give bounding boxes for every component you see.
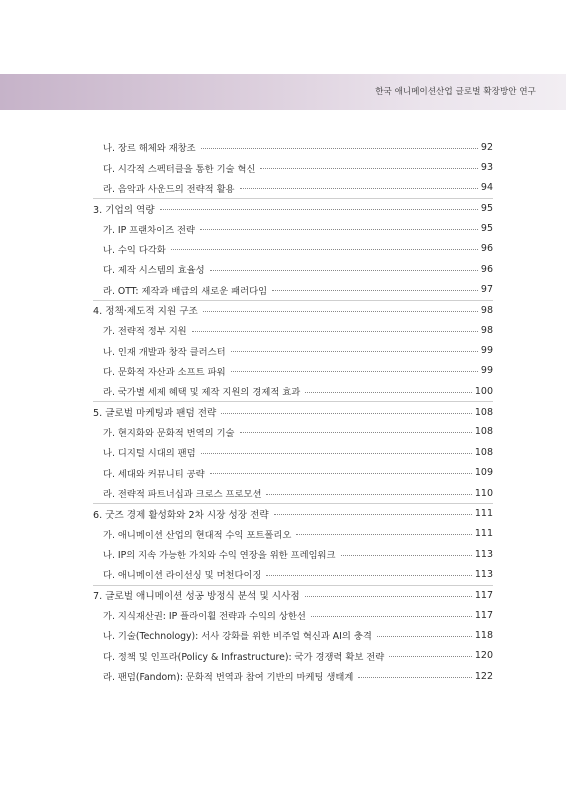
toc-entry-label: 라. OTT: 제작과 배급의 새로운 패러다임 xyxy=(103,285,268,297)
toc-dot-leader xyxy=(210,270,478,271)
toc-dot-leader xyxy=(274,514,472,515)
toc-page-number: 117 xyxy=(474,609,493,621)
toc-dot-leader xyxy=(171,249,478,250)
toc-dot-leader xyxy=(240,432,472,433)
toc-dot-leader xyxy=(203,311,478,312)
toc-page-number: 94 xyxy=(480,182,493,194)
toc-subsection-entry[interactable] xyxy=(93,218,493,238)
toc-subsection-entry[interactable] xyxy=(93,137,493,157)
toc-entry-label: 다. 제작 시스템의 효율성 xyxy=(103,265,205,277)
toc-dot-leader xyxy=(272,290,478,291)
toc-entry-label: 라. 국가별 세제 혜택 및 제작 지원의 경제적 효과 xyxy=(103,387,301,399)
toc-entry-label: 5. 글로벌 마케팅과 팬덤 전략 xyxy=(93,408,217,420)
toc-dot-leader xyxy=(201,148,478,149)
toc-page-number: 109 xyxy=(474,467,493,479)
toc-page-number: 92 xyxy=(480,141,493,153)
toc-dot-leader xyxy=(221,413,472,414)
toc-page-number: 110 xyxy=(474,487,493,499)
toc-dot-leader xyxy=(160,209,478,210)
toc-page-number: 99 xyxy=(480,345,493,357)
toc-entry-label: 나. 디지털 시대의 팬덤 xyxy=(103,448,196,460)
toc-dot-leader xyxy=(192,331,478,332)
toc-dot-leader xyxy=(296,534,471,535)
toc-page-number: 111 xyxy=(474,528,493,540)
toc-page-number: 111 xyxy=(474,508,493,520)
toc-page-number: 113 xyxy=(474,568,493,580)
toc-entry-label: 라. 팬덤(Fandom): 문화적 번역과 참여 기반의 마케팅 생태계 xyxy=(103,672,354,684)
toc-subsection-entry[interactable] xyxy=(93,381,493,401)
toc-entry-label: 라. 전략적 파트너십과 크로스 프로모션 xyxy=(103,489,262,501)
toc-entry-label: 가. 지식재산권: IP 플라이휠 전략과 수익의 상한선 xyxy=(103,611,306,623)
toc-subsection-entry[interactable] xyxy=(93,361,493,381)
toc-dot-leader xyxy=(377,636,472,637)
toc-dot-leader xyxy=(200,229,478,230)
running-header-title: 한국 애니메이션산업 글로벌 확장방안 연구 xyxy=(375,87,536,97)
toc-entry-label: 나. 기술(Technology): 서사 강화를 위한 비주얼 혁신과 AI의 충격 xyxy=(103,631,372,643)
toc-entry-label: 나. IP의 지속 가능한 가치와 수익 연장을 위한 프레임워크 xyxy=(103,550,336,562)
toc-entry-label: 라. 음악과 사운드의 전략적 활용 xyxy=(103,183,235,195)
toc-entry-label: 6. 굿즈 경제 활성화와 2차 시장 성장 전략 xyxy=(93,509,269,521)
toc-dot-leader xyxy=(260,168,477,169)
toc-page-number: 122 xyxy=(474,670,493,682)
toc-entry-label: 다. 시각적 스펙터클을 통한 기술 혁신 xyxy=(103,163,256,175)
toc-page-number: 95 xyxy=(480,223,493,235)
toc-subsection-entry[interactable] xyxy=(93,483,493,503)
toc-dot-leader xyxy=(231,371,478,372)
toc-dot-leader xyxy=(240,188,478,189)
toc-subsection-entry[interactable] xyxy=(93,239,493,259)
toc-subsection-entry[interactable] xyxy=(93,544,493,564)
toc-entry-label: 다. 문화적 자산과 소프트 파워 xyxy=(103,366,226,378)
toc-page-number: 98 xyxy=(480,324,493,336)
toc-dot-leader xyxy=(201,453,472,454)
toc-dot-leader xyxy=(305,392,472,393)
toc-page-number: 108 xyxy=(474,406,493,418)
toc-page-number: 108 xyxy=(474,426,493,438)
toc-page-number: 100 xyxy=(474,385,493,397)
toc-dot-leader xyxy=(266,494,471,495)
toc-entry-label: 가. 전략적 정부 지원 xyxy=(103,326,187,338)
toc-page-number: 98 xyxy=(480,304,493,316)
toc-subsection-entry[interactable] xyxy=(93,157,493,177)
toc-subsection-entry[interactable] xyxy=(93,259,493,279)
toc-entry-label: 나. 장르 해체와 재창조 xyxy=(103,143,196,155)
toc-entry-label: 나. 수익 다각화 xyxy=(103,244,166,256)
toc-dot-leader xyxy=(210,473,472,474)
toc-page-number: 95 xyxy=(480,203,493,215)
toc-entry-label: 3. 기업의 역량 xyxy=(93,204,155,216)
toc-entry-label: 가. IP 프랜차이즈 전략 xyxy=(103,224,196,236)
toc-entry-label: 다. 정책 및 인프라(Policy & Infrastructure): 국가 경쟁력 확보 전략 xyxy=(103,651,385,663)
toc-page-number: 118 xyxy=(474,629,493,641)
toc-dot-leader xyxy=(266,575,471,576)
toc-page-number: 113 xyxy=(474,548,493,560)
toc-page-number: 99 xyxy=(480,365,493,377)
toc-subsection-entry[interactable] xyxy=(93,422,493,442)
toc-section-entry[interactable] xyxy=(93,585,493,605)
toc-page-number: 108 xyxy=(474,446,493,458)
toc-subsection-entry[interactable] xyxy=(93,666,493,686)
toc-subsection-entry[interactable] xyxy=(93,442,493,462)
toc-entry-label: 가. 현지화와 문화적 번역의 기술 xyxy=(103,427,235,439)
running-header-band xyxy=(0,74,566,110)
toc-entry-label: 가. 애니메이션 산업의 현대적 수익 포트폴리오 xyxy=(103,529,292,541)
toc-entry-label: 다. 애니메이션 라이선싱 및 머천다이징 xyxy=(103,570,262,582)
toc-subsection-entry[interactable] xyxy=(93,340,493,360)
toc-subsection-entry[interactable] xyxy=(93,178,493,198)
toc-page-number: 93 xyxy=(480,162,493,174)
toc-dot-leader xyxy=(311,616,472,617)
toc-subsection-entry[interactable] xyxy=(93,605,493,625)
toc-dot-leader xyxy=(358,677,471,678)
toc-subsection-entry[interactable] xyxy=(93,524,493,544)
toc-dot-leader xyxy=(231,351,478,352)
toc-dot-leader xyxy=(389,656,472,657)
toc-subsection-entry[interactable] xyxy=(93,625,493,645)
toc-page-number: 96 xyxy=(480,263,493,275)
toc-page-number: 117 xyxy=(474,589,493,601)
toc-dot-leader xyxy=(341,555,472,556)
toc-section-entry[interactable] xyxy=(93,300,493,320)
toc-page-number: 97 xyxy=(480,284,493,296)
toc-entry-label: 나. 인재 개발과 창작 클러스터 xyxy=(103,346,226,358)
toc-entry-label: 7. 글로벌 애니메이션 성공 방정식 분석 및 시사점 xyxy=(93,591,300,603)
toc-entry-label: 다. 세대와 커뮤니티 공략 xyxy=(103,468,205,480)
toc-page-number: 120 xyxy=(474,650,493,662)
toc-entry-label: 4. 정책·제도적 지원 구조 xyxy=(93,306,198,318)
toc-dot-leader xyxy=(305,596,472,597)
toc-subsection-entry[interactable] xyxy=(93,564,493,584)
toc-subsection-entry[interactable] xyxy=(93,320,493,340)
toc-section-entry[interactable] xyxy=(93,401,493,421)
toc-section-entry[interactable] xyxy=(93,198,493,218)
table-of-contents xyxy=(93,137,493,686)
toc-subsection-entry[interactable] xyxy=(93,279,493,299)
toc-subsection-entry[interactable] xyxy=(93,463,493,483)
toc-section-entry[interactable] xyxy=(93,503,493,523)
toc-subsection-entry[interactable] xyxy=(93,646,493,666)
toc-page-number: 96 xyxy=(480,243,493,255)
